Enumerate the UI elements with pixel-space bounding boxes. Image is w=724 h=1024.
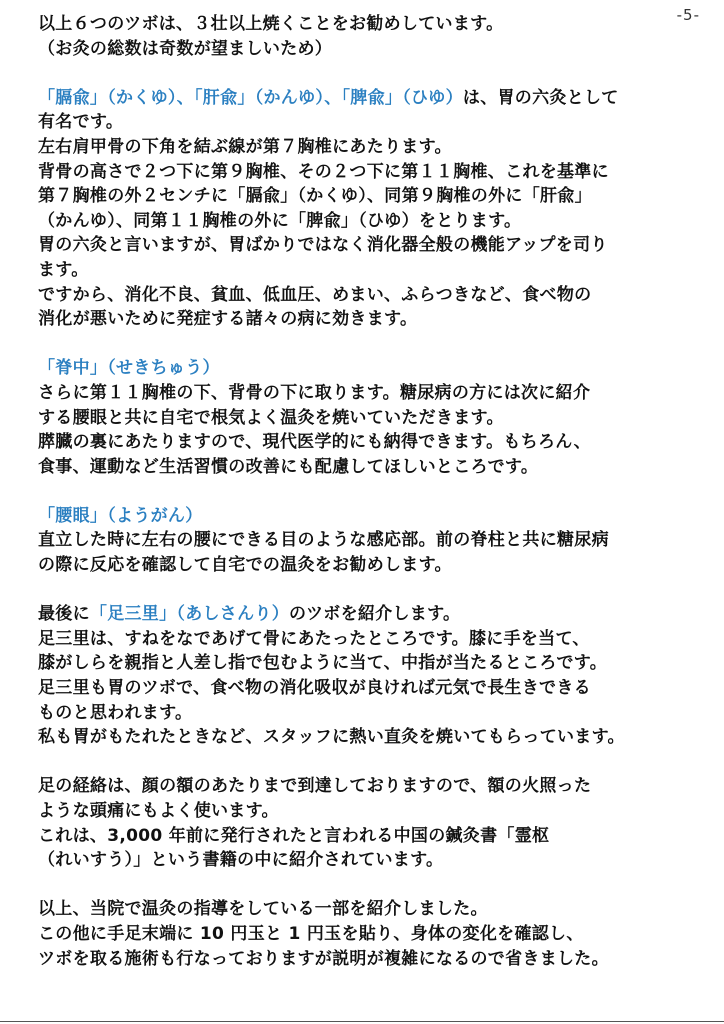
text-line: ものと思われます。 (38, 702, 193, 723)
paragraph-gap (38, 61, 698, 86)
text-line (38, 86, 698, 111)
text-line: （かんゆ）、同第１１胸椎の外に「脾兪」（ひゆ）をとります。 (38, 210, 522, 231)
text-line: 足三里は、すねをなであげて骨にあたったところです。膝に手を当て、 (38, 628, 590, 649)
paragraph-gap (38, 873, 698, 898)
text-line: 膵臓の裏にあたりますので、現代医学的にも納得できます。もちろん、 (38, 432, 591, 453)
acupoint-heading: 「膈兪」（かくゆ）、「肝兪」（かんゆ）、「脾兪」（ひゆ） (38, 87, 463, 108)
text-line: （お灸の総数は奇数が望ましいため） (38, 38, 333, 59)
paragraph-gap (38, 332, 698, 357)
acupoint-heading: 「脊中」（せきちゅう） (38, 358, 220, 379)
text-segment: は、胃の六灸として (462, 87, 619, 108)
text-line: これは、3,000 年前に発行されたと言われる中国の鍼灸書「霊枢 (38, 825, 550, 846)
paragraph-gap (38, 479, 698, 504)
bottom-rule (0, 1021, 724, 1022)
text-line (38, 602, 698, 627)
page-number: -5- (676, 6, 700, 24)
text-line: 有名です。 (38, 112, 124, 133)
text-line: 以上、当院で温灸の指導をしている一部を紹介しました。 (38, 899, 488, 920)
text-line: 以上６つのツボは、３壮以上焼くことをお勧めしています。 (38, 14, 504, 34)
text-line: の際に反応を確認して自宅での温灸をお勧めします。 (38, 555, 452, 576)
text-line: 足三里も胃のツボで、食べ物の消化吸収が良ければ元気で長生きできる (38, 678, 591, 699)
text-line: 私も胃がもたれたときなど、スタッフに熱い直灸を焼いてもらっています。 (38, 727, 625, 748)
text-line: ですから、消化不良、貧血、低血圧、めまい、ふらつきなど、食べ物の (38, 284, 592, 305)
text-line: 食事、運動など生活習慣の改善にも配慮してほしいところです。 (38, 456, 539, 477)
text-line: ような頭痛にもよく使います。 (38, 801, 279, 821)
text-line: する腰眼と共に自宅で根気よく温灸を焼いていただきます。 (38, 407, 504, 428)
text-segment: のツボを紹介します。 (289, 604, 461, 625)
paragraph-gap (38, 750, 698, 775)
text-line: ます。 (38, 259, 89, 280)
acupoint-heading: 「腰眼」（ようがん） (38, 505, 203, 526)
text-line: この他に手足末端に 10 円玉と 1 円玉を貼り、身体の変化を確認し、 (38, 923, 584, 944)
text-line: 左右肩甲骨の下角を結ぶ線が第７胸椎にあたります。 (38, 136, 452, 157)
text-line: 消化が悪いために発症する諸々の病に効きます。 (38, 309, 418, 330)
text-line: さらに第１１胸椎の下、背骨の下に取ります。糖尿病の方には次に紹介 (38, 382, 591, 403)
text-segment: 最後に (38, 604, 90, 625)
text-line: 第７胸椎の外２センチに「膈兪」（かくゆ）、同第９胸椎の外に「肝兪」 (38, 186, 592, 207)
text-line: 直立した時に左右の腰にできる目のような感応部。前の脊柱と共に糖尿病 (38, 530, 609, 551)
acupoint-heading: 「足三里」（あしさんり） (89, 604, 290, 625)
text-line: 胃の六灸と言いますが、胃ばかりではなく消化器全般の機能アップを司り (38, 235, 608, 256)
text-line: 膝がしらを親指と人差し指で包むように当て、中指が当たるところです。 (38, 653, 608, 674)
text-line: ツボを取る施術も行なっておりますが説明が複雑になるので省きました。 (38, 948, 609, 969)
document-body (38, 12, 698, 971)
paragraph-gap (38, 578, 698, 603)
text-line: 足の経絡は、顔の額のあたりまで到達しておりますので、額の火照った (38, 776, 592, 797)
text-line: （れいすう）」という書籍の中に紹介されています。 (38, 850, 444, 871)
text-line: 背骨の高さで２つ下に第９胸椎、その２つ下に第１１胸椎、これを基準に (38, 161, 609, 182)
